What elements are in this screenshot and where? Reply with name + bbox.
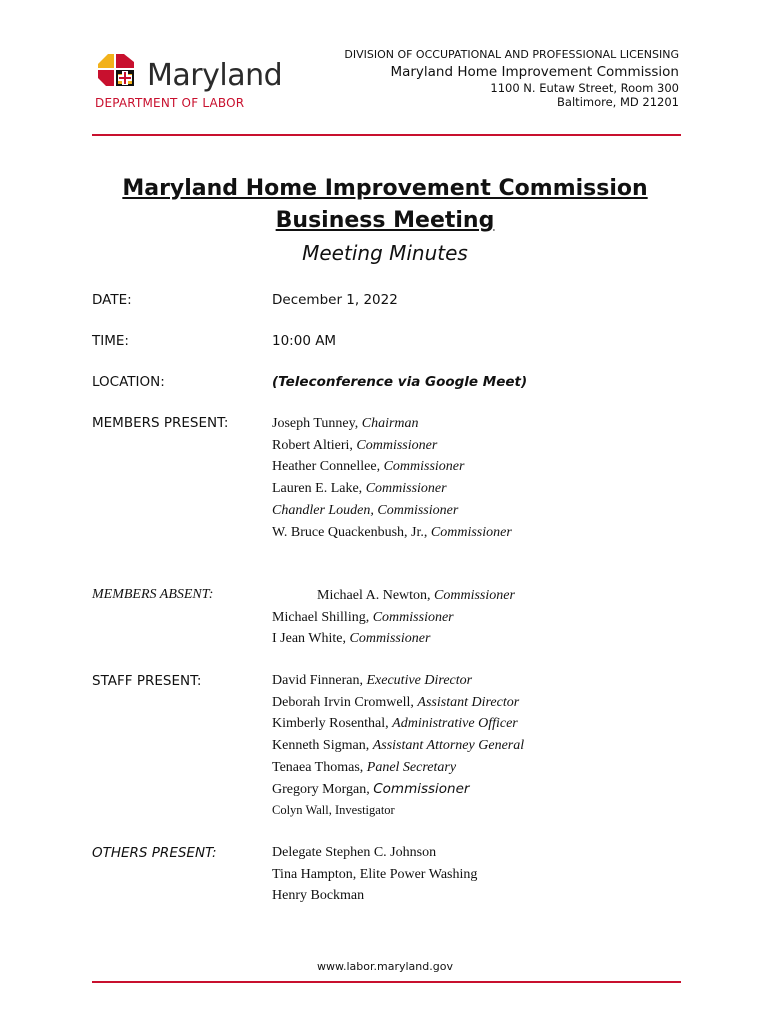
others-present-list [272, 842, 477, 907]
header-division: DIVISION OF OCCUPATIONAL AND PROFESSIONAL LICENSING [344, 48, 679, 61]
header-city: Baltimore, MD 21201 [557, 95, 679, 109]
members-absent-label: MEMBERS ABSENT: [92, 587, 214, 602]
list-item: David Finneran, Executive Director [272, 673, 473, 688]
list-item: Henry Bockman [272, 888, 365, 904]
others-present-label: OTHERS PRESENT: [92, 845, 217, 861]
staff-present-label: STAFF PRESENT: [92, 673, 202, 689]
members-present-label: MEMBERS PRESENT: [92, 415, 229, 431]
list-item: Delegate Stephen C. Johnson [272, 845, 437, 860]
header-street: 1100 N. Eutaw Street, Room 300 [490, 81, 679, 95]
document-title-line2: Business Meeting [275, 208, 495, 233]
members-absent-list [272, 585, 515, 650]
list-item: Michael A. Newton, Commissioner [317, 588, 515, 603]
list-item: Deborah Irvin Cromwell, Assistant Director [272, 694, 520, 710]
list-item: Gregory Morgan, Commissioner [272, 780, 470, 797]
list-item: Joseph Tunney, Chairman [272, 416, 419, 431]
list-item: Tina Hampton, Elite Power Washing [272, 866, 478, 882]
list-item: Michael Shilling, Commissioner [272, 609, 454, 625]
date-value: December 1, 2022 [272, 292, 398, 308]
list-item: Heather Connellee, Commissioner [272, 459, 465, 475]
header-commission: Maryland Home Improvement Commission [390, 64, 679, 80]
list-item: Kimberly Rosenthal, Administrative Officer [272, 716, 518, 732]
list-item: Kenneth Sigman, Assistant Attorney General [272, 738, 525, 754]
staff-present-list [272, 670, 524, 822]
members-present-list [272, 413, 512, 543]
list-item: Chandler Louden, Commissioner [272, 502, 459, 518]
document-subtitle: Meeting Minutes [302, 241, 468, 265]
location-label: LOCATION: [92, 374, 165, 390]
footer-url[interactable]: www.labor.maryland.gov [317, 960, 453, 973]
document-title: Maryland Home Improvement Commission [122, 176, 648, 201]
list-item: Tenaea Thomas, Panel Secretary [272, 759, 457, 775]
time-value: 10:00 AM [272, 333, 337, 349]
time-label: TIME: [92, 333, 129, 349]
footer-divider [92, 981, 681, 983]
list-item: Robert Altieri, Commissioner [272, 437, 438, 453]
list-item: I Jean White, Commissioner [272, 631, 431, 647]
location-value: (Teleconference via Google Meet) [272, 374, 528, 390]
date-label: DATE: [92, 292, 132, 308]
list-item: Colyn Wall, Investigator [272, 803, 395, 818]
logo-subtitle: DEPARTMENT OF LABOR [95, 96, 245, 110]
maryland-flag-icon [94, 50, 154, 90]
list-item: W. Bruce Quackenbush, Jr., Commissioner [272, 524, 512, 540]
logo-wordmark: Maryland [147, 58, 283, 93]
header-divider [92, 134, 681, 136]
list-item: Lauren E. Lake, Commissioner [272, 481, 447, 497]
